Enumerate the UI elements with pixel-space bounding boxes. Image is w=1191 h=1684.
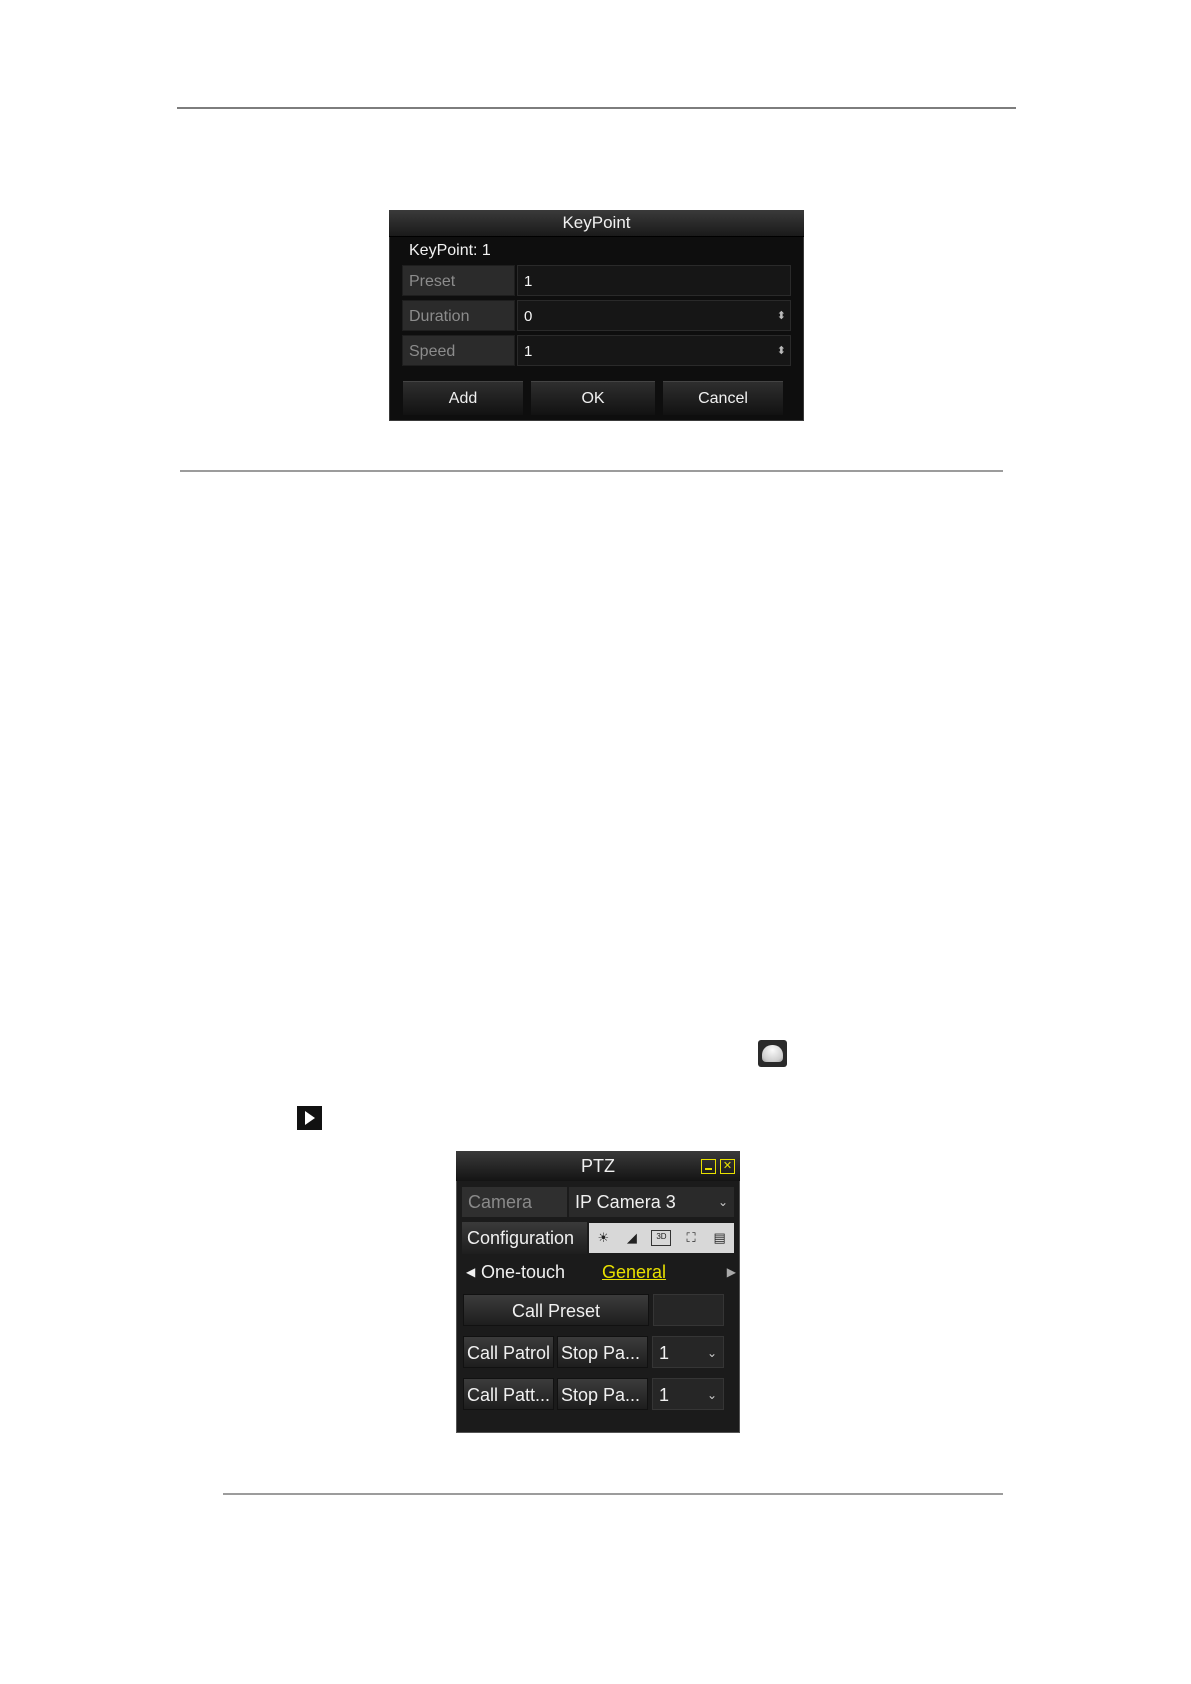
3d-zoom-icon[interactable]: 3D <box>651 1230 671 1246</box>
speed-label: Speed <box>402 335 515 366</box>
duration-row <box>402 300 791 333</box>
configuration-button[interactable]: Configuration <box>462 1222 587 1254</box>
camera-label: Camera <box>462 1187 567 1217</box>
close-icon[interactable]: ✕ <box>720 1159 735 1174</box>
preset-row <box>402 265 791 298</box>
preset-label: Preset <box>402 265 515 296</box>
tab-right-arrow-icon[interactable]: ▶ <box>726 1265 736 1279</box>
chevron-down-icon: ⌄ <box>706 1346 717 1360</box>
duration-label: Duration <box>402 300 515 331</box>
add-button[interactable]: Add <box>403 381 523 415</box>
tab-general[interactable]: General <box>602 1262 667 1282</box>
camera-select[interactable] <box>569 1187 734 1217</box>
call-patrol-button[interactable]: Call Patrol <box>463 1336 554 1368</box>
patrol-value: 1 <box>659 1343 670 1363</box>
call-preset-button[interactable]: Call Preset <box>463 1294 649 1326</box>
speed-input[interactable] <box>517 335 791 366</box>
fullscreen-icon[interactable]: ⛶ <box>686 1230 696 1245</box>
stop-patrol-button[interactable]: Stop Pa... <box>557 1336 648 1368</box>
wiper-icon[interactable]: ◢ <box>626 1230 637 1245</box>
camera-row <box>462 1187 734 1217</box>
ok-button[interactable]: OK <box>531 381 655 415</box>
configuration-row <box>462 1222 734 1254</box>
pattern-select[interactable] <box>652 1378 724 1410</box>
minimize-icon[interactable] <box>701 1159 716 1174</box>
cancel-button[interactable]: Cancel <box>663 381 783 415</box>
camera-value: IP Camera 3 <box>575 1192 676 1212</box>
preset-number-input[interactable] <box>653 1294 724 1326</box>
chevron-down-icon: ⌄ <box>717 1195 728 1209</box>
spinner-icon[interactable]: ⬍ <box>776 345 786 357</box>
speed-value: 1 <box>524 343 533 360</box>
tab-left-arrow-icon[interactable]: ◀ <box>466 1265 476 1279</box>
ptz-dome-icon <box>758 1040 787 1067</box>
chevron-down-icon: ⌄ <box>706 1388 717 1402</box>
middle-divider <box>180 470 1003 472</box>
tab-one-touch[interactable]: One-touch <box>481 1262 566 1282</box>
bottom-divider <box>223 1493 1003 1495</box>
light-icon[interactable]: ☀ <box>597 1230 610 1245</box>
duration-value: 0 <box>524 308 533 325</box>
configuration-toolbar <box>589 1223 734 1253</box>
dialog-title: KeyPoint <box>389 210 804 237</box>
tabs-row <box>462 1258 734 1286</box>
top-divider <box>177 107 1016 109</box>
patrol-select[interactable] <box>652 1336 724 1368</box>
pattern-value: 1 <box>659 1385 670 1405</box>
stop-pattern-button[interactable]: Stop Pa... <box>557 1378 648 1410</box>
keypoint-dialog <box>389 210 804 421</box>
play-arrow-icon <box>297 1106 322 1130</box>
spinner-icon[interactable]: ⬍ <box>776 310 786 322</box>
ptz-panel <box>456 1151 740 1433</box>
call-pattern-button[interactable]: Call Patt... <box>463 1378 554 1410</box>
duration-input[interactable] <box>517 300 791 331</box>
menu-icon[interactable]: ▤ <box>713 1230 726 1245</box>
ptz-title: PTZ <box>456 1151 740 1181</box>
preset-input[interactable]: 1 <box>517 265 791 296</box>
keypoint-number: KeyPoint: 1 <box>409 242 491 259</box>
speed-row <box>402 335 791 368</box>
